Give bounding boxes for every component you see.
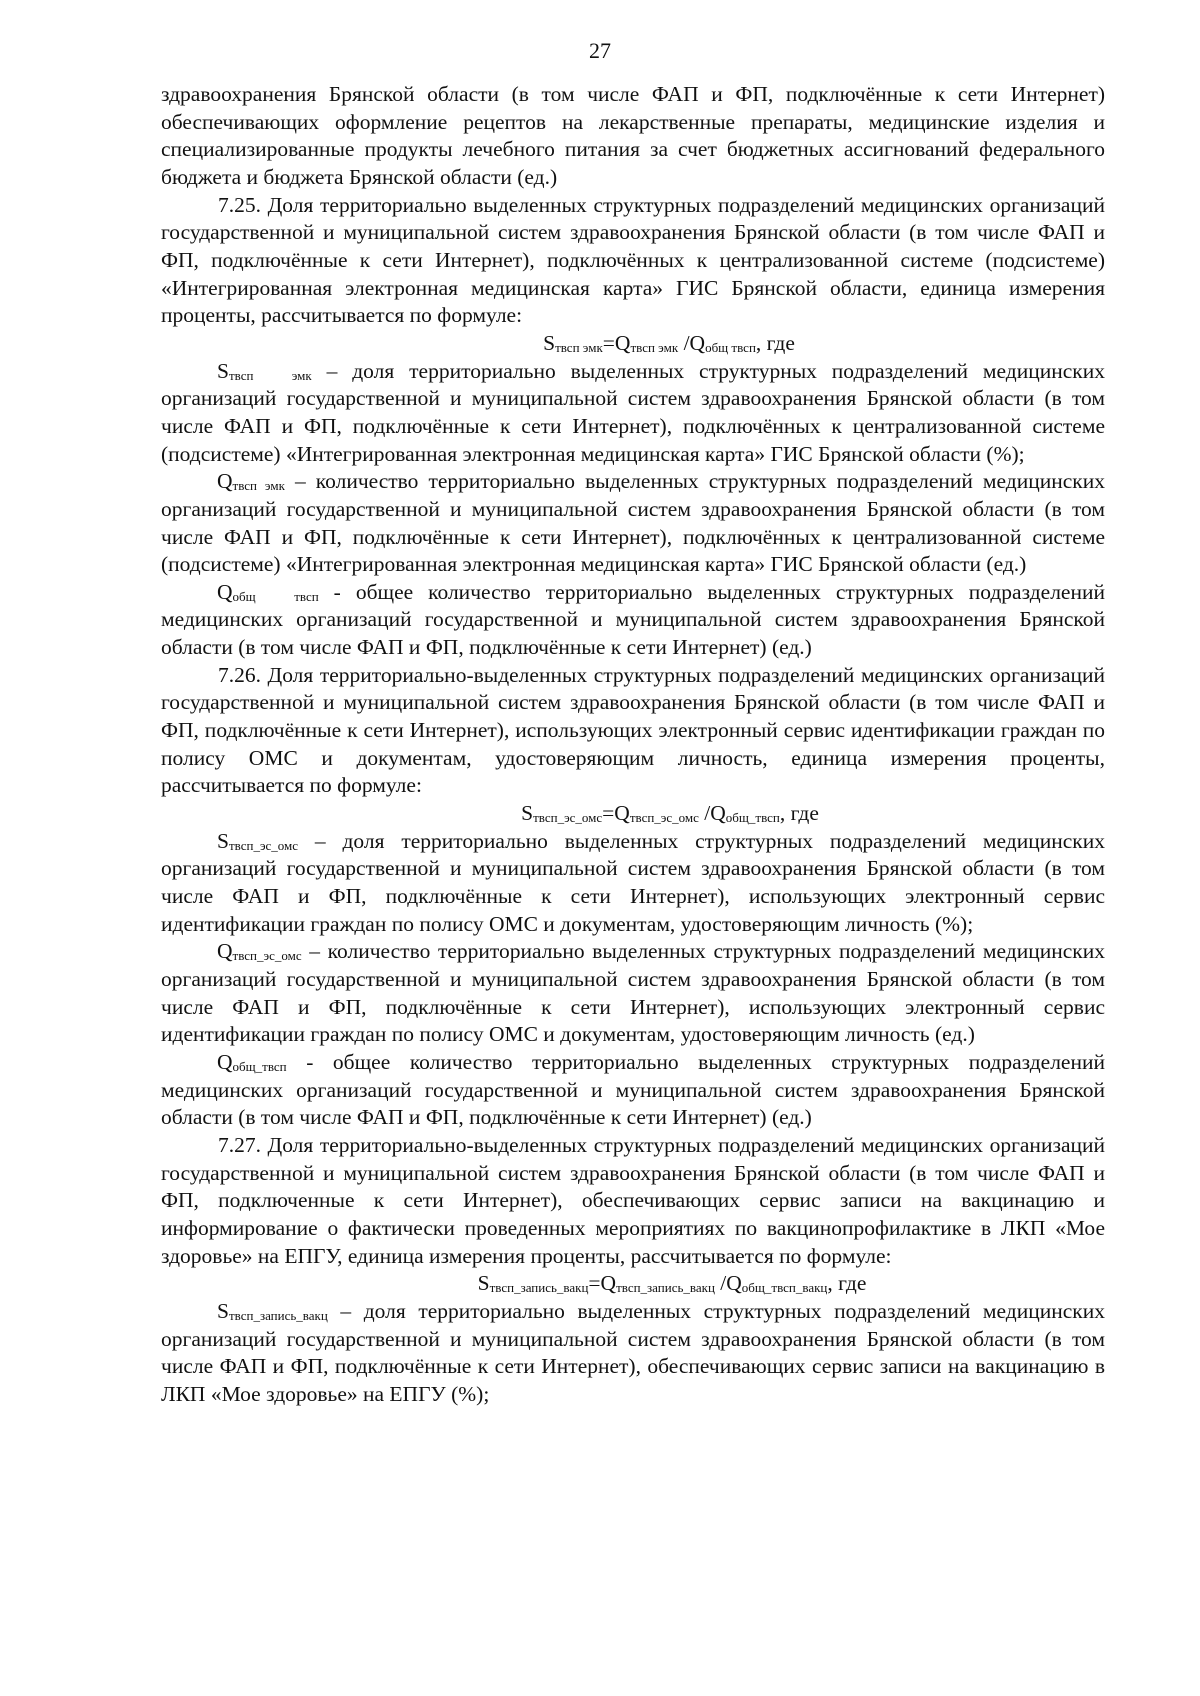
definition-s-tvsp-es-oms: $S_{твсп\_эс\_омс}$ – доля территориально выделенных структурных подразделений медицинских организаций государственной и муниципальной систем здравоохранения Брянской области (в том числе ФАП и ФП, подключённые к сети Интернет), использующих электронный сервис идентификации граждан по полису ОМС и документам, удостоверяющим личность (%); [161, 828, 1105, 936]
formula-7-26: $S_{твсп\_эс\_омс}=Q_{твсп\_эс\_омс}$ $/Q_{общ\_твсп}$, где [521, 801, 819, 826]
definition-q-tvsp-emk: $Q_{твсп эмк}$ – количество территориально выделенных структурных подразделений медицинских организаций государственной и муниципальной систем здравоохранения Брянской области (в том числе ФАП и ФП, подключённые к сети Интернет), подключённых к централизованной системе (подсистеме) «Интегрированная электронная медицинская карта» ГИС Брянской области (ед.) [161, 469, 1105, 577]
paragraph-7-25: 7.25. Доля территориально выделенных структурных подразделений медицинских организаций государственной и муниципальной систем здравоохранения Брянской области (в том числе ФАП и ФП, подключённые к сети Интернет), подключённых к централизованной системе (подсистеме) «Интегрированная электронная медицинская карта» ГИС Брянской области, единица измерения проценты, рассчитывается по формуле: [161, 192, 1105, 328]
symbol: $Q_{твсп эмк}$ [217, 469, 285, 494]
symbol: $Q_{общ твсп}$ [217, 579, 319, 604]
definition-q-obsch-tvsp: $Q_{общ твсп}$ - общее количество территориально выделенных структурных подразделений медицинских организаций государственной и муниципальной систем здравоохранения Брянской области (в том числе ФАП и ФП, подключённые к сети Интернет) (ед.) [161, 579, 1105, 660]
paragraph-7-27: 7.27. Доля территориально-выделенных структурных подразделений медицинских организаций государственной и муниципальной систем здравоохранения Брянской области (в том числе ФАП и ФП, подключенные к сети Интернет), обеспечивающих сервис записи на вакцинацию и информирование о фактически проведенных мероприятиях по вакцинопрофилактике в ЛКП «Мое здоровье» на ЕПГУ, единица измерения проценты, рассчитывается по формуле: [161, 1132, 1105, 1268]
symbol: $S_{твсп\_эс\_омс}$ [217, 828, 299, 853]
definition-s-tvsp-zapis-vakc: $S_{твсп\_запись\_вакц}$ – доля территориально выделенных структурных подразделений медицинских организаций государственной и муниципальной систем здравоохранения Брянской области (в том числе ФАП и ФП, подключённые к сети Интернет), обеспечивающих сервис записи на вакцинацию в ЛКП «Мое здоровье» на ЕПГУ (%); [161, 1298, 1105, 1406]
page-number: 27 [589, 38, 611, 63]
definition-s-tvsp-emk: $S_{твсп эмк}$ – доля территориально выделенных структурных подразделений медицинских организаций государственной и муниципальной систем здравоохранения Брянской области (в том числе ФАП и ФП, подключённые к сети Интернет), подключённых к централизованной системе (подсистеме) «Интегрированная электронная медицинская карта» ГИС Брянской области (%); [161, 358, 1105, 466]
symbol: $S_{твсп\_запись\_вакц}$ [217, 1298, 328, 1323]
paragraph-continuation: здравоохранения Брянской области (в том числе ФАП и ФП, подключённые к сети Интернет) обеспечивающих оформление рецептов на лекарственные препараты, медицинские изделия и специализированные продукты лечебного питания за счет бюджетных ассигнований федерального бюджета и бюджета Брянской области (ед.) [161, 82, 1105, 189]
symbol: $Q_{общ\_твсп}$ [217, 1049, 287, 1074]
definition-q-obsch-tvsp-2: $Q_{общ\_твсп}$ - общее количество территориально выделенных структурных подразделений медицинских организаций государственной и муниципальной систем здравоохранения Брянской области (в том числе ФАП и ФП, подключённые к сети Интернет) (ед.) [161, 1049, 1105, 1130]
document-body [161, 81, 1105, 1409]
paragraph-7-26: 7.26. Доля территориально-выделенных структурных подразделений медицинских организаций государственной и муниципальной систем здравоохранения Брянской области (в том числе ФАП и ФП, подключённые к сети Интернет), использующих электронный сервис идентификации граждан по полису ОМС и документам, удостоверяющим личность, единица измерения проценты, рассчитывается по формуле: [161, 662, 1105, 798]
formula-7-25: $S_{твсп эмк}=Q_{твсп эмк}$ $/Q_{общ твсп}$, где [543, 330, 795, 355]
formula-7-27: $S_{твсп\_запись\_вакц}=Q_{твсп\_запись\_вакц}$ $/Q_{общ\_твсп\_вакц}$, где [477, 1271, 867, 1296]
symbol: $Q_{твсп\_эс\_омс}$ [217, 939, 302, 964]
definition-q-tvsp-es-oms: $Q_{твсп\_эс\_омс}$ – количество территориально выделенных структурных подразделений медицинских организаций государственной и муниципальной систем здравоохранения Брянской области (в том числе ФАП и ФП, подключённые к сети Интернет), использующих электронный сервис идентификации граждан по полису ОМС и документам, удостоверяющим личность (ед.) [161, 939, 1105, 1047]
symbol: $S_{твсп эмк}$ [217, 358, 312, 383]
